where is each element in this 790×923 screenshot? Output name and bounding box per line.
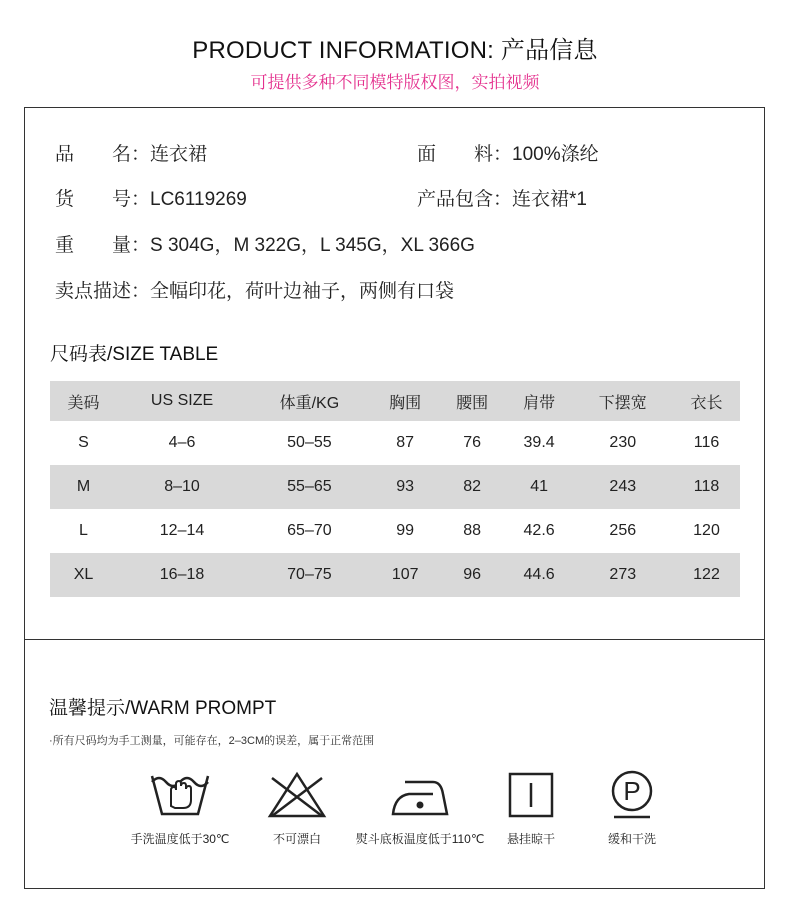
sku-label: 货 号： [55, 189, 151, 210]
product-name-label: 品 名： [55, 144, 151, 165]
warm-prompt-panel [24, 639, 765, 889]
care-item [486, 770, 576, 847]
table-cell: 82 [439, 465, 506, 509]
care-item [105, 770, 255, 847]
table-row [50, 553, 740, 597]
header-cell: 体重/KG [247, 381, 372, 421]
care-label: 手洗温度低于30℃ [130, 832, 230, 846]
table-cell: 230 [609, 434, 637, 451]
header-cell: 胸围 [372, 381, 439, 421]
sku-row [55, 184, 247, 211]
table-cell: 93 [372, 465, 439, 509]
care-label: 不可漂白 [272, 832, 321, 846]
table-cell: 256 [609, 522, 637, 539]
table-cell: 8–10 [117, 465, 247, 509]
table-cell: 96 [439, 553, 506, 597]
table-row [50, 421, 740, 465]
table-cell: 65–70 [287, 522, 332, 539]
includes-value: 连衣裙*1 [512, 189, 587, 210]
table-cell: 88 [463, 522, 482, 539]
svg-text:P: P [623, 776, 641, 806]
table-cell: 39.4 [523, 434, 555, 451]
table-cell: 50–55 [287, 434, 332, 451]
table-cell: M [50, 465, 117, 509]
header-cell: 肩带 [506, 381, 573, 421]
hand-wash-icon [105, 770, 255, 820]
product-name-value: 连衣裙 [150, 144, 208, 165]
table-cell: 42.6 [523, 522, 555, 539]
header-cell: US SIZE [117, 381, 247, 421]
dry-clean-icon [587, 770, 677, 820]
weight-label: 重 量： [55, 235, 151, 256]
size-table-header-row [50, 381, 740, 421]
table-cell: 120 [693, 522, 720, 539]
table-row [50, 465, 740, 509]
warm-prompt-title: 温馨提示/WARM PROMPT [49, 698, 277, 719]
includes-label: 产品包含： [417, 189, 513, 210]
hang-dry-icon [486, 770, 576, 820]
header-cell: 下摆宽 [573, 381, 673, 421]
product-name-row [55, 139, 207, 166]
selling-points-value: 全幅印花，荷叶边袖子，两侧有口袋 [150, 281, 455, 302]
table-cell: S [78, 434, 89, 451]
table-cell: 243 [573, 465, 673, 509]
fabric-value: 100%涤纶 [512, 144, 599, 165]
size-table-title: 尺码表/SIZE TABLE [50, 344, 219, 365]
sku-value: LC6119269 [150, 189, 247, 210]
table-cell: 116 [693, 434, 720, 451]
header-cell: 衣长 [673, 381, 740, 421]
table-cell: 12–14 [159, 522, 205, 539]
size-table [50, 381, 740, 597]
table-cell: 122 [673, 553, 740, 597]
table-cell: L [79, 522, 88, 539]
iron-icon [340, 770, 500, 820]
table-cell: 44.6 [506, 553, 573, 597]
table-cell: 55–65 [247, 465, 372, 509]
table-cell: 87 [396, 434, 415, 451]
product-info-panel [24, 107, 765, 640]
table-cell: 41 [506, 465, 573, 509]
weight-row [55, 230, 475, 257]
selling-points-label: 卖点描述： [55, 281, 151, 302]
table-cell: 99 [396, 522, 415, 539]
selling-points-row [55, 276, 454, 303]
table-cell: 118 [673, 465, 740, 509]
table-cell: 273 [573, 553, 673, 597]
includes-row [417, 184, 587, 211]
table-cell: XL [50, 553, 117, 597]
table-cell: 70–75 [247, 553, 372, 597]
table-cell: 76 [463, 434, 482, 451]
table-row [50, 509, 740, 553]
header-cell: 腰围 [439, 381, 506, 421]
table-cell: 16–18 [117, 553, 247, 597]
care-item [340, 770, 500, 847]
header-cell: 美码 [50, 381, 117, 421]
care-item [587, 770, 677, 847]
measurement-note: ·所有尺码均为手工测量，可能存在，2–3CM的误差，属于正常范围 [49, 735, 375, 747]
page-subtitle: 可提供多种不同模特版权图，实拍视频 [250, 73, 540, 92]
fabric-label: 面 料： [417, 144, 513, 165]
table-cell: 4–6 [168, 434, 196, 451]
weight-value: S 304G，M 322G，L 345G，XL 366G [150, 235, 475, 256]
care-item [247, 770, 347, 847]
care-label: 悬挂晾干 [506, 832, 555, 846]
care-label: 缓和干洗 [607, 832, 656, 846]
no-bleach-icon [247, 770, 347, 820]
care-label: 熨斗底板温度低于110℃ [355, 832, 485, 846]
page-title: PRODUCT INFORMATION: 产品信息 [192, 37, 598, 64]
fabric-row [417, 139, 599, 166]
table-cell: 107 [372, 553, 439, 597]
